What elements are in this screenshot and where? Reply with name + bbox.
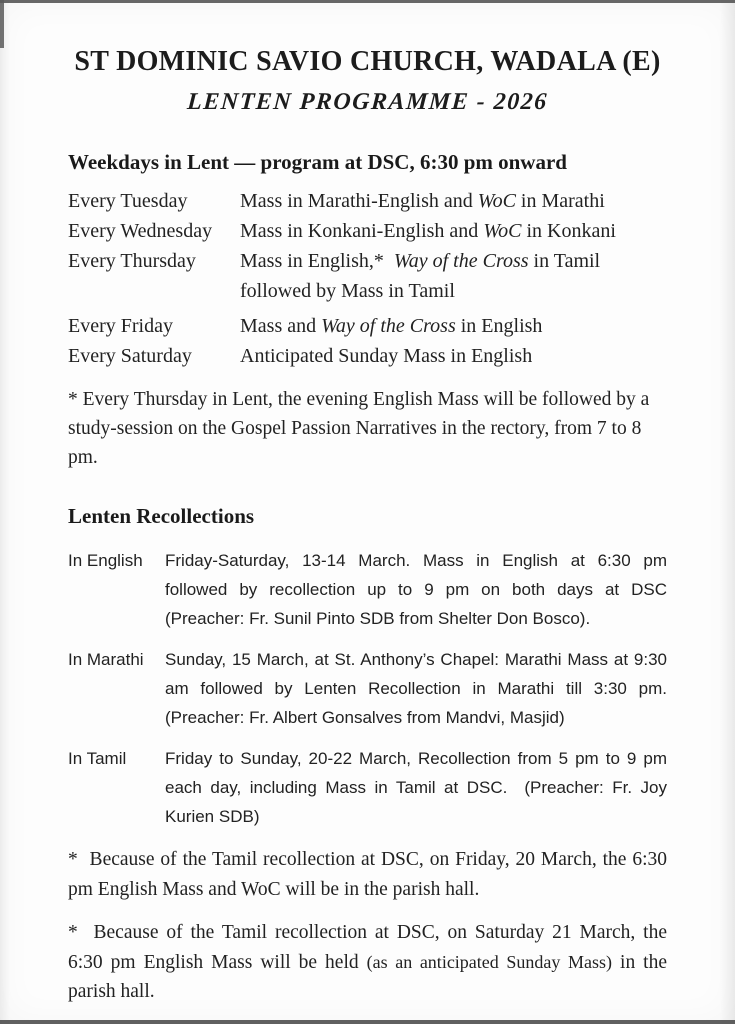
weekdays-section [68, 148, 667, 472]
schedule-desc-text: in Tamil [528, 250, 601, 272]
schedule-desc-italic: Way of the Cross [393, 250, 529, 272]
page-subtitle: LENTEN PROGRAMME - 2026 [186, 89, 549, 115]
recollection-language-label: In English [68, 551, 143, 570]
schedule-row-thursday [68, 246, 667, 306]
schedule-day: Every Friday [68, 315, 173, 337]
schedule-row-tuesday [68, 186, 667, 216]
schedule-desc-text: in English [455, 315, 543, 337]
recollection-detail: Friday-Saturday, 13-14 March. Mass in English at 6:30 pm followed by recollection up to 9 pm on both days at DSC (Preacher: Fr. Sunil Pinto SDB from Shelter Don Bosco). [165, 551, 667, 628]
schedule-day: Every Tuesday [68, 190, 188, 212]
schedule-desc-text: Anticipated Sunday Mass in English [240, 345, 533, 367]
footnote-text: in the parish hall. [68, 951, 668, 1002]
weekday-schedule [68, 186, 667, 371]
schedule-desc [240, 311, 667, 341]
recollection-entries [68, 546, 667, 831]
schedule-desc [240, 186, 667, 216]
recollection-language-label: In Marathi [68, 650, 144, 669]
footnote-text: * Because of the Tamil recollection at DSC, on Saturday 21 March, the 6:30 pm English Mass will be held [68, 922, 667, 973]
schedule-desc [240, 216, 667, 246]
schedule-desc-text: Mass in Marathi-English and [240, 190, 478, 212]
thursday-study-footnote: * Every Thursday in Lent, the evening English Mass will be followed by a study-session on the Gospel Passion Narratives in the rectory, from 7 to 8 pm. [68, 389, 650, 468]
document-content [0, 44, 735, 1007]
schedule-desc-italic: WoC [483, 220, 522, 242]
schedule-desc-line2: followed by Mass in Tamil [240, 280, 455, 302]
schedule-day: Every Saturday [68, 345, 192, 367]
footnote-friday-parish-hall: * Because of the Tamil recollection at DSC, on Friday, 20 March, the 6:30 pm English Mass and WoC will be in the parish hall. [68, 849, 667, 900]
recollection-entry-english [68, 546, 667, 633]
schedule-desc-italic: Way of the Cross [321, 315, 456, 337]
schedule-desc-italic: WoC [477, 190, 516, 212]
schedule-day: Every Thursday [68, 250, 196, 272]
recollections-section [68, 502, 667, 831]
photo-edge-top [0, 0, 735, 3]
recollections-heading: Lenten Recollections [68, 504, 255, 528]
recollection-entry-tamil [68, 744, 667, 831]
photo-edge-left [0, 0, 4, 48]
recollection-language-label: In Tamil [68, 749, 127, 768]
page-title: ST DOMINIC SAVIO CHURCH, WADALA (E) [74, 46, 661, 77]
schedule-row-friday [68, 311, 667, 341]
schedule-desc-text: Mass in Konkani-English and [240, 220, 484, 242]
footnote-paren-text: (as an anticipated Sunday Mass) [366, 951, 613, 972]
recollection-detail: Sunday, 15 March, at St. Anthony’s Chapel: Marathi Mass at 9:30 am followed by Lenten Recollection in Marathi till 3:30 pm. (Preacher: Fr. Albert Gonsalves from Mandvi, Masjid) [165, 650, 667, 727]
schedule-desc-text: Mass and [240, 315, 322, 337]
schedule-desc-text: in Konkani [521, 220, 616, 242]
schedule-desc-text: in Marathi [515, 190, 605, 212]
weekdays-heading: Weekdays in Lent — program at DSC, 6:30 pm onward [68, 150, 567, 174]
schedule-row-wednesday [68, 216, 667, 246]
recollection-detail: Friday to Sunday, 20-22 March, Recollection from 5 pm to 9 pm each day, including Mass in Tamil at DSC. (Preacher: Fr. Joy Kurien SDB) [165, 749, 667, 826]
recollection-entry-marathi [68, 645, 667, 732]
schedule-desc-text: Mass in English,* [240, 250, 394, 272]
footnote-saturday-parish-hall [68, 918, 667, 1007]
photo-edge-bottom [0, 1020, 735, 1024]
schedule-desc [240, 246, 667, 306]
schedule-desc [240, 341, 667, 371]
schedule-day: Every Wednesday [68, 220, 213, 242]
schedule-row-saturday [68, 341, 667, 371]
